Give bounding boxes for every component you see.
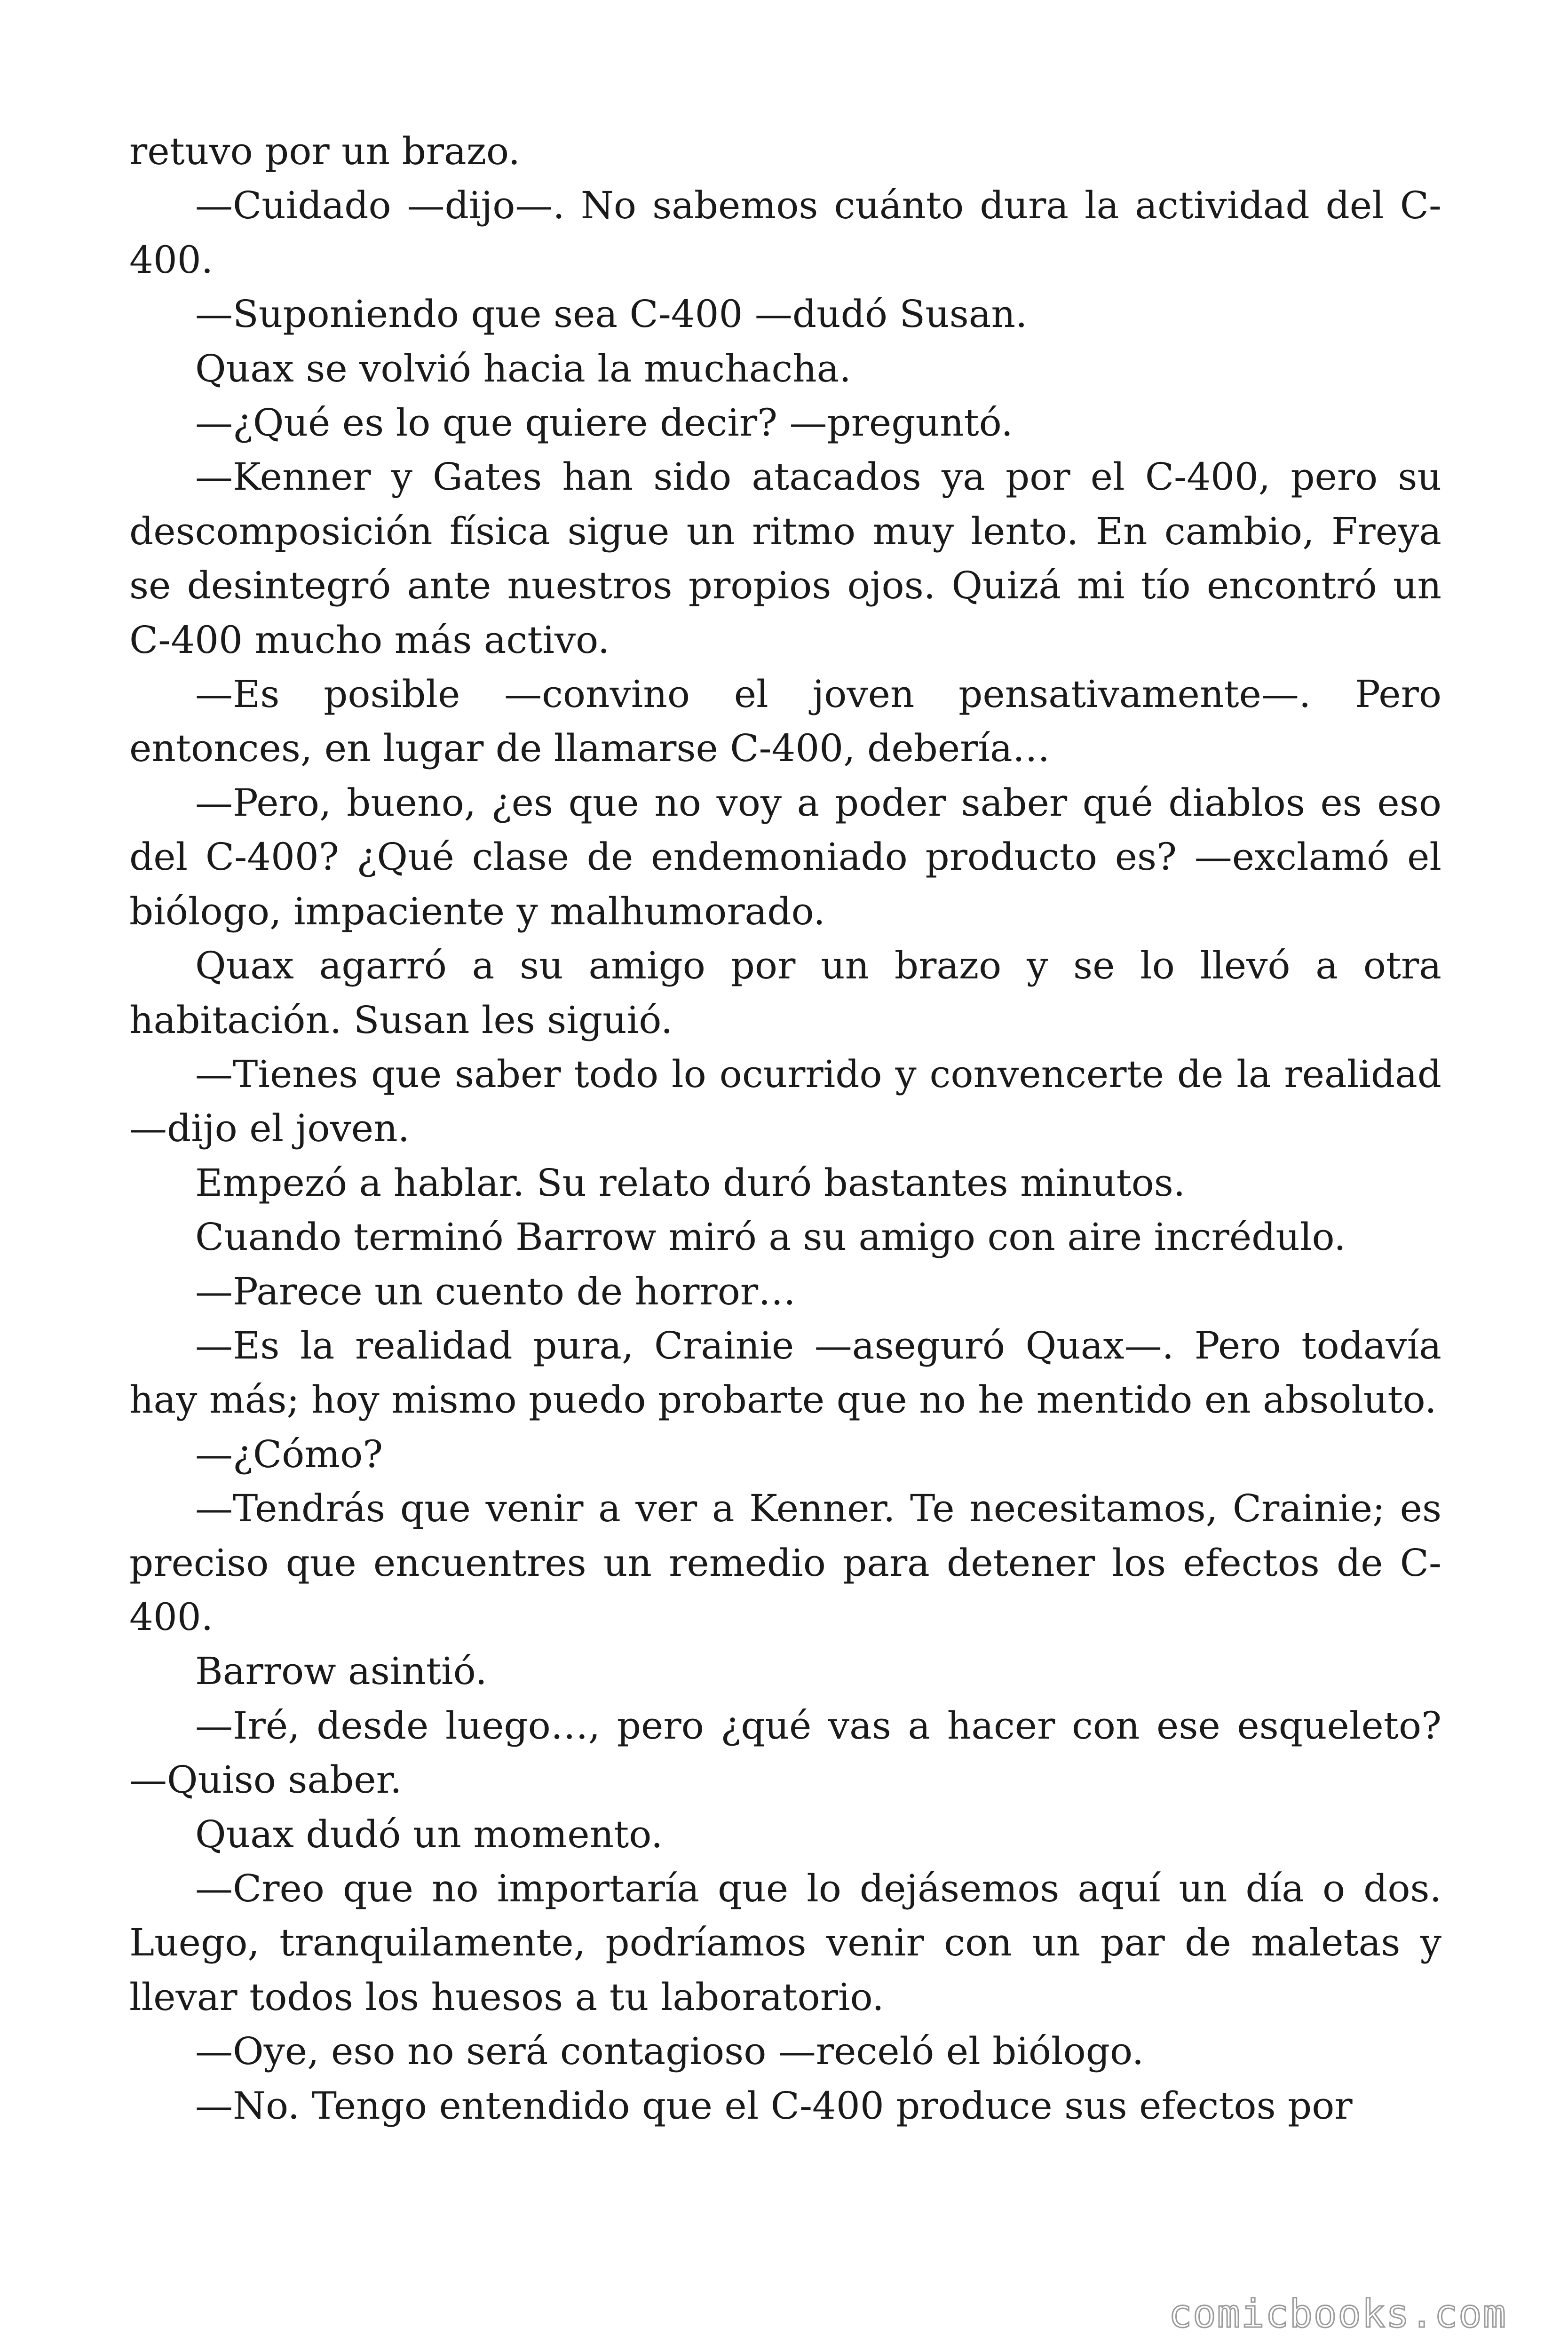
paragraph: Quax se volvió hacia la muchacha.: [195, 346, 851, 390]
paragraph: Barrow asintió.: [195, 1649, 487, 1693]
paragraph: Empezó a hablar. Su relato duró bastantes minutos.: [195, 1160, 1186, 1205]
paragraph: —Cuidado —dijo—. No sabemos cuánto dura la actividad del C-400.: [129, 183, 1441, 282]
paragraph: —Creo que no importaría que lo dejásemos aquí un día o dos. Luego, tranquilamente, podríamos venir con un par de maletas y llevar todos los huesos a tu laboratorio.: [129, 1867, 1441, 2019]
body-text: [129, 124, 1441, 2133]
paragraph: —No. Tengo entendido que el C-400 produce sus efectos por: [195, 2083, 1353, 2128]
paragraph: —Suponiendo que sea C-400 —dudó Susan.: [195, 292, 1028, 336]
paragraph: —¿Cómo?: [195, 1432, 383, 1476]
paragraph: —Pero, bueno, ¿es que no voy a poder saber qué diablos es eso del C-400? ¿Qué clase de endemoniado producto es? —exclamó el biólogo, impaciente y malhumorado.: [129, 780, 1441, 933]
watermark: comicbooks.com: [1168, 2292, 1507, 2336]
paragraph: Quax agarró a su amigo por un brazo y se lo llevó a otra habitación. Susan les siguió.: [129, 944, 1441, 1042]
paragraph: —Parece un cuento de horror…: [195, 1269, 796, 1313]
paragraph: —Tienes que saber todo lo ocurrido y convencerte de la realidad —dijo el joven.: [129, 1052, 1441, 1151]
paragraph: —Es la realidad pura, Crainie —aseguró Quax—. Pero todavía hay más; hoy mismo puedo probarte que no he mentido en absoluto.: [129, 1323, 1441, 1422]
paragraph: —¿Qué es lo que quiere decir? —preguntó.: [195, 401, 1013, 445]
paragraph: retuvo por un brazo.: [129, 129, 521, 173]
paragraph: —Es posible —convino el joven pensativamente—. Pero entonces, en lugar de llamarse C-400, debería…: [129, 672, 1441, 771]
paragraph: —Tendrás que venir a ver a Kenner. Te necesitamos, Crainie; es preciso que encuentres un remedio para detener los efectos de C-400.: [129, 1486, 1441, 1639]
paragraph: —Kenner y Gates han sido atacados ya por el C-400, pero su descomposición física sigue un ritmo muy lento. En cambio, Freya se desintegró ante nuestros propios ojos. Quizá mi tío encontró un C-400 mucho más activo.: [129, 455, 1441, 662]
paragraph: —Oye, eso no será contagioso —receló el biólogo.: [195, 2029, 1144, 2074]
paragraph: —Iré, desde luego…, pero ¿qué vas a hacer con ese esqueleto? —Quiso saber.: [129, 1703, 1441, 1802]
paragraph: Cuando terminó Barrow miró a su amigo con aire incrédulo.: [195, 1215, 1346, 1259]
paragraph: Quax dudó un momento.: [195, 1812, 663, 1856]
